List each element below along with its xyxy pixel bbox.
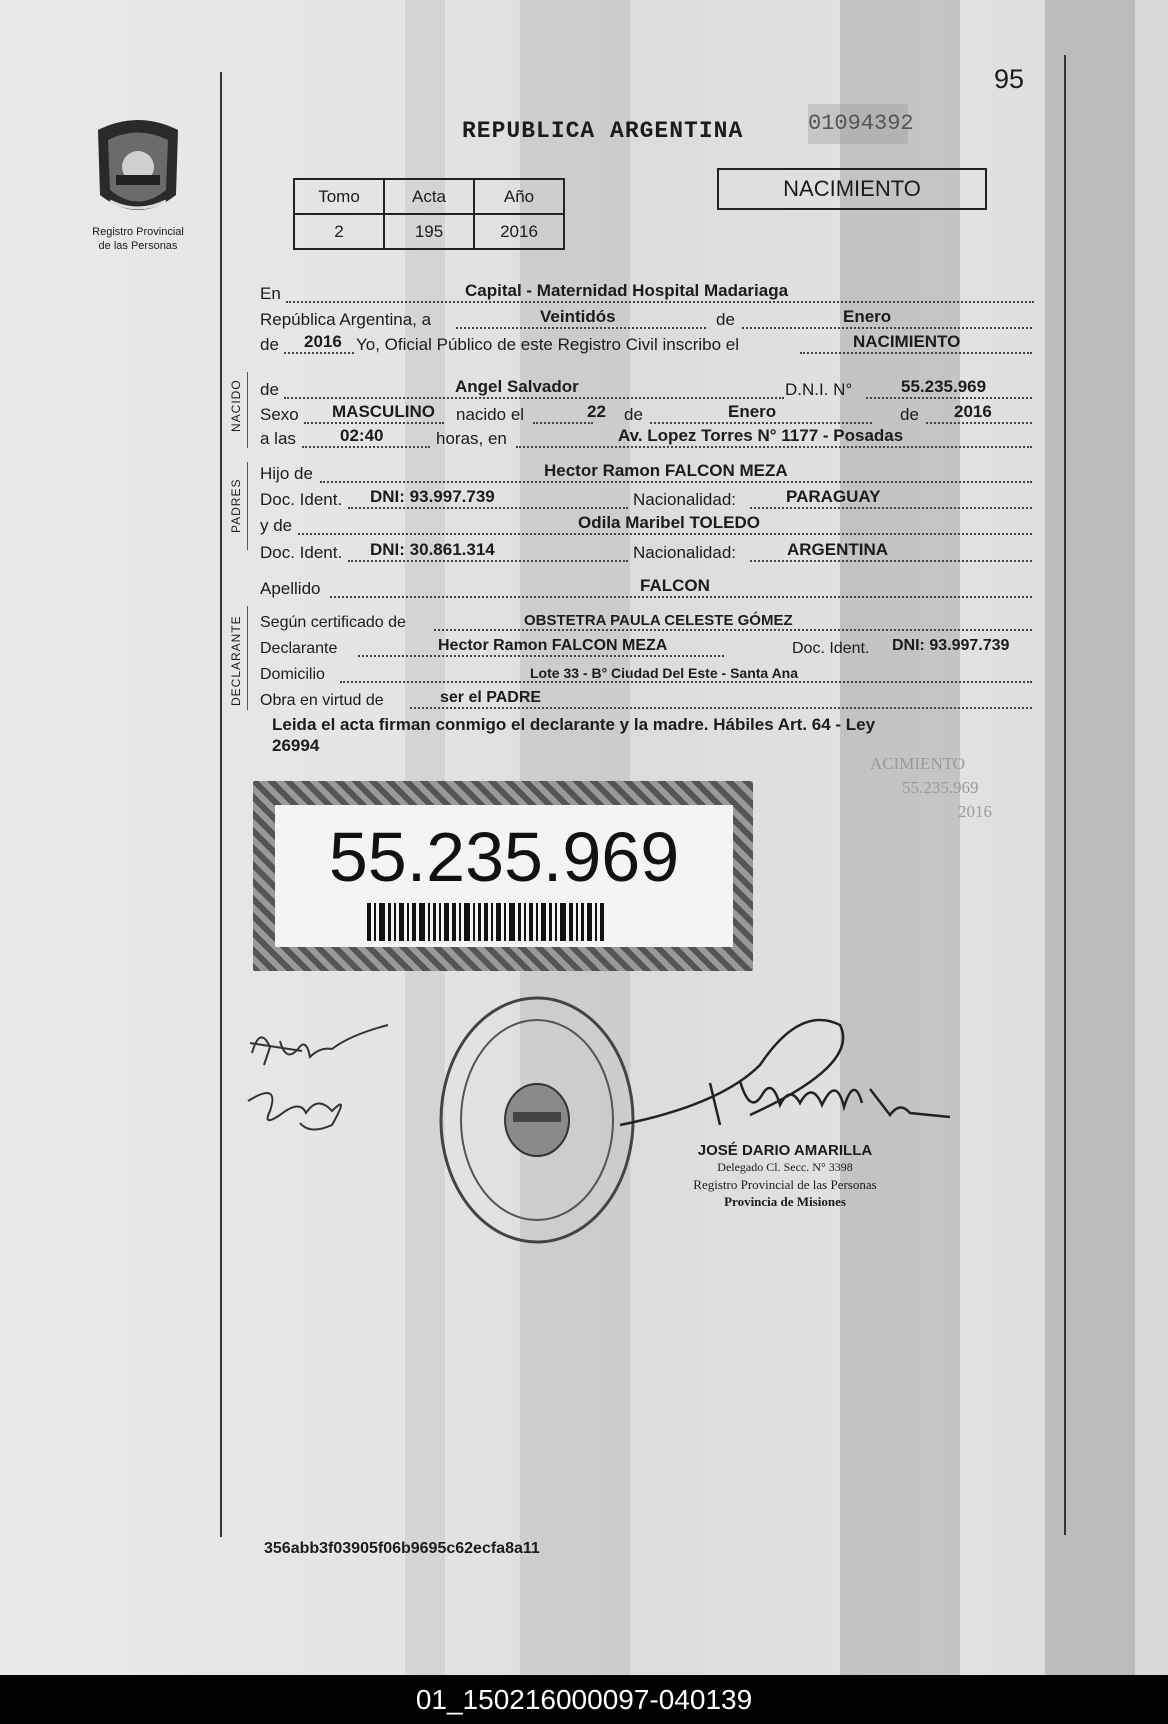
value-declarante-doc: DNI: 93.997.739 [892, 637, 1010, 654]
label-republica: República Argentina, a [260, 310, 432, 329]
record-type-box: NACIMIENTO [717, 168, 987, 210]
row-fecha [260, 306, 1035, 332]
label-domicilio: Domicilio [260, 666, 325, 683]
value-dni: 55.235.969 [901, 377, 987, 396]
row-obra [260, 686, 1035, 712]
label-y-de: y de [260, 516, 293, 535]
officer-province: Provincia de Misiones [724, 1194, 846, 1209]
page-number: 95 [994, 64, 1025, 94]
declarante-divider [247, 606, 248, 710]
value-padre-doc: DNI: 93.997.739 [370, 487, 495, 506]
left-margin-line [220, 72, 222, 1537]
closing-line1: Leida el acta firman conmigo el declarante y la madre. Hábiles Art. 64 - Ley [272, 715, 876, 734]
page-title: REPUBLICA ARGENTINA [462, 118, 744, 144]
scan-streak [1045, 0, 1135, 1675]
row-hijo-de [260, 460, 1035, 486]
nacido-divider [247, 372, 248, 448]
value-anio: 2016 [304, 332, 342, 351]
ghost-line3: 2016 [958, 802, 992, 821]
value-dia-letras: Veintidós [540, 307, 616, 326]
label-sexo: Sexo [260, 405, 299, 424]
side-label-padres: PADRES [229, 478, 243, 533]
record-header-acta: Acta [384, 179, 474, 214]
label-horas-en: horas, en [436, 429, 507, 448]
org-name-line2: de las Personas [98, 240, 178, 252]
value-domicilio: Lote 33 - B° Ciudad Del Este - Santa Ana [530, 665, 799, 681]
value-hora: 02:40 [340, 426, 384, 445]
value-madre-doc: DNI: 30.861.314 [370, 540, 495, 559]
document-hash: 356abb3f03905f06b9695c62ecfa8a11 [264, 1540, 540, 1557]
side-label-nacido: NACIDO [229, 379, 243, 432]
row-padre-doc [260, 486, 1035, 512]
declarant-signature [240, 1015, 400, 1145]
row-en [260, 280, 1035, 306]
record-table [293, 178, 565, 250]
value-nombre: Angel Salvador [455, 377, 579, 396]
value-inscribe: NACIMIENTO [853, 332, 961, 351]
bleed-through-text [870, 752, 992, 824]
row-sexo [260, 401, 1035, 427]
label-nacido-el: nacido el [456, 405, 525, 424]
label-apellido: Apellido [260, 579, 321, 598]
side-label-declarante: DECLARANTE [229, 615, 243, 706]
value-padre: Hector Ramon FALCON MEZA [544, 461, 788, 480]
value-mes-nac: Enero [728, 402, 777, 421]
officer-role: Delegado Cl. Secc. N° 3398 [717, 1160, 853, 1174]
value-padre-nac: PARAGUAY [786, 487, 881, 506]
scan-filename-bar: 01_150216000097-040139 [0, 1675, 1168, 1724]
padres-divider [247, 462, 248, 550]
label-en: En [260, 284, 281, 303]
record-value-tomo: 2 [294, 214, 384, 249]
value-dia: 22 [587, 402, 606, 421]
row-domicilio [260, 660, 1035, 686]
label-nacionalidad: Nacionalidad: [633, 490, 737, 509]
row-inscribe [260, 331, 1035, 357]
closing-text [272, 714, 1022, 756]
value-apellido: FALCON [640, 576, 710, 595]
value-madre-nac: ARGENTINA [787, 540, 889, 559]
record-value-acta: 195 [384, 214, 474, 249]
value-madre: Odila Maribel TOLEDO [578, 513, 760, 532]
org-name-line1: Registro Provincial [92, 226, 184, 238]
value-lugar: Capital - Maternidad Hospital Madariaga [465, 281, 789, 300]
record-header-anio: Año [474, 179, 564, 214]
barcode-number: 55.235.969 [328, 818, 680, 896]
value-obra: ser el PADRE [440, 689, 542, 706]
label-a-las: a las [260, 429, 296, 448]
label-hijo-de: Hijo de [260, 464, 313, 483]
value-sexo: MASCULINO [332, 402, 435, 421]
value-direccion: Av. Lopez Torres N° 1177 - Posadas [618, 426, 904, 445]
label-de-anio: de [260, 335, 279, 354]
officer-signature [600, 1005, 960, 1150]
label-de-anio-nac: de [900, 405, 919, 424]
misiones-seal-icon [88, 115, 188, 225]
value-mes: Enero [843, 307, 892, 326]
officer-name: JOSÉ DARIO AMARILLA [697, 1142, 873, 1159]
label-de: de [716, 310, 735, 329]
label-yo: Yo, Oficial Público de este Registro Civil inscribo el [356, 335, 739, 354]
closing-line2: 26994 [272, 736, 320, 755]
label-segun-certificado: Según certificado de [260, 614, 406, 631]
barcode-label [275, 805, 733, 947]
row-apellido [260, 575, 1035, 601]
label-de-mes: de [624, 405, 643, 424]
barcode-bars [367, 903, 657, 941]
row-declarante [260, 634, 1035, 660]
record-value-anio: 2016 [474, 214, 564, 249]
scan-streak [840, 0, 960, 1675]
row-nombre [260, 376, 1035, 402]
label-declarante: Declarante [260, 640, 338, 657]
row-certificado [260, 608, 1035, 634]
label-nacionalidad-madre: Nacionalidad: [633, 543, 737, 562]
ghost-line2: 55.235.969 [902, 778, 979, 797]
value-declarante: Hector Ramon FALCON MEZA [438, 637, 668, 654]
value-certificado: OBSTETRA PAULA CELESTE GÓMEZ [524, 612, 793, 629]
record-header-tomo: Tomo [294, 179, 384, 214]
officer-org: Registro Provincial de las Personas [693, 1177, 877, 1192]
ghost-line1: ACIMIENTO [870, 754, 966, 773]
row-madre-doc [260, 539, 1035, 565]
label-de-nombre: de [260, 380, 279, 399]
label-doc-ident: Doc. Ident. [260, 490, 343, 509]
label-doc-ident-madre: Doc. Ident. [260, 543, 343, 562]
label-dni: D.N.I. N° [785, 380, 853, 399]
label-doc-ident-declarante: Doc. Ident. [792, 640, 870, 657]
row-hora [260, 425, 1035, 451]
label-obra-virtud: Obra en virtud de [260, 692, 384, 709]
row-y-de [260, 512, 1035, 538]
value-anio-nac: 2016 [954, 402, 992, 421]
officer-stamp-text [650, 1142, 920, 1210]
barcode-sticker [253, 781, 753, 971]
right-margin-line [1064, 55, 1066, 1535]
serial-number: 01094392 [808, 104, 908, 144]
provincial-logo [88, 115, 188, 275]
